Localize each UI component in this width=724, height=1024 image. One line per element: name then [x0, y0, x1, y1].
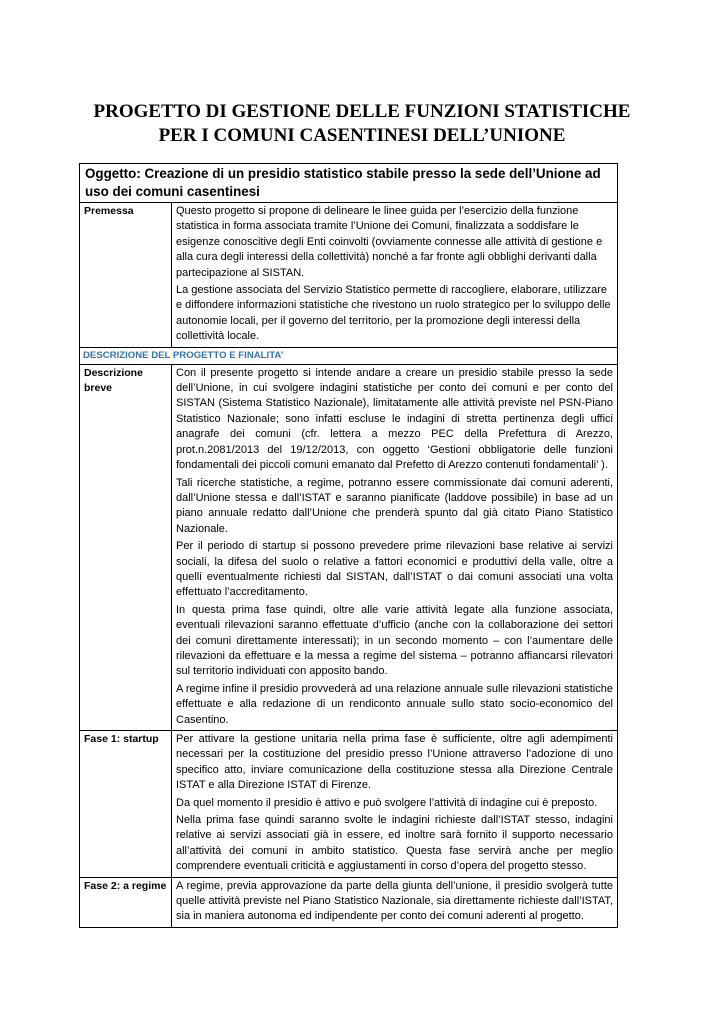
- fase2-paragraph: A regime, previa approvazione da parte della giunta dell’unione, il presidio svolgerà tutte quelle attività previste nel Piano Statistico Nazionale, sia direttamente richieste dall’ISTAT, sia in maniera autonoma ed indipendente per conto dei comuni aderenti al progetto.: [176, 879, 613, 923]
- fase1-paragraph: Per attivare la gestione unitaria nella prima fase è sufficiente, oltre agli adempimenti necessari per la costituzione del presidio presso l’Unione attraverso l’adozione di uno specifico atto, inviare comunicazione della costituzione stessa alla Direzione Centrale ISTAT e alla Direzione ISTAT di Firenze.: [176, 733, 613, 792]
- premessa-paragraph: Questo progetto si propone di delineare le linee guida per l’esercizio della funzione statistica in forma associata tramite l’Unione dei Comuni, finalizzata a soddisfare le esigenze conoscitive degli Enti coinvolti (ovviamente connesse alle attività di gestione e alla cura degli interessi della collettività) nonché a far fronte agli obblighi derivanti dalla partecipazione al SISTAN.: [176, 205, 603, 279]
- descrizione-paragraph: Per il periodo di startup si possono prevedere prime rilevazioni base relative ai servizi sociali, la difesa del suolo o relative a fattori economici e produttivi della valle, oltre a quelli eventualmente richiesti dal SISTAN, dall’ISTAT o dai comuni associati una volta effettuato l’accreditamento.: [176, 540, 613, 599]
- descrizione-paragraph: Tali ricerche statistiche, a regime, potranno essere commissionate dai comuni aderenti, dall’Unione stessa e dall’ISTAT e saranno pianificate (laddove possibile) in base ad un piano annuale redatto dall’Unione che prenderà spunto dal già citato Piano Statistico Nazionale.: [176, 476, 613, 535]
- fase1-label: Fase 1: startup: [80, 731, 172, 878]
- project-table: [79, 163, 618, 928]
- title-line-1: PROGETTO DI GESTIONE DELLE FUNZIONI STATISTICHE: [93, 101, 631, 122]
- descrizione-paragraph: Con il presente progetto si intende andare a creare un presidio stabile presso la sede dell’Unione, in cui svolgere indagini statistiche per conto dei comuni e per conto del SISTAN (Sistema Statistico Nazionale), limitatamente alle attività previste nel PSN-Piano Statistico Nazionale; sono infatti escluse le indagini di stretta pertinenza degli uffici anagrafe dei comuni (cfr. lettera a mezzo PEC della Prefettura di Arezzo, prot.n.2081/2013 del 19/12/2013, con oggetto ‘Gestioni obbligatorie delle funzioni fondamentali dei piccoli comuni emanato dal Prefetto di Arezzo contenuti fondamentali’ ).: [176, 366, 613, 472]
- fase1-row: [80, 731, 618, 878]
- fase2-label: Fase 2: a regime: [80, 877, 172, 927]
- fase1-paragraph: Da quel momento il presidio è attivo e può svolgere l’attività di indagine cui è preposto.: [176, 796, 598, 809]
- document-title: [60, 100, 664, 148]
- oggetto-cell: Oggetto: Creazione di un presidio statistico stabile presso la sede dell’Unione ad uso dei comuni casentinesi: [80, 164, 618, 203]
- descrizione-paragraph: In questa prima fase quindi, oltre alle varie attività legate alla funzione associata, eventuali rilevazioni saranno effettuate d’ufficio (anche con la collaborazione dei settori dei comuni direttamente interessati); in un secondo momento – con l’aumentare delle rilevazioni da effettuare e la messa a regime del sistema – potranno affiancarsi rilevatori sul territorio individuati con apposito bando.: [176, 603, 613, 678]
- descrizione-row: [80, 364, 618, 730]
- section-header: DESCRIZIONE DEL PROGETTO E FINALITA’: [80, 347, 618, 364]
- fase2-content: [172, 877, 618, 927]
- descrizione-content: [172, 364, 618, 730]
- descrizione-label: Descrizione breve: [80, 364, 172, 730]
- premessa-paragraph: La gestione associata del Servizio Statistico permette di raccogliere, elaborare, utilizzare e diffondere informazioni statistiche che rivestono un ruolo strategico per lo sviluppo delle autonomie locali, per il governo del territorio, per la promozione degli interessi della collettività locale.: [176, 284, 611, 343]
- premessa-content: [172, 203, 618, 348]
- fase1-paragraph: Nella prima fase quindi saranno svolte le indagini richieste dall’ISTAT stesso, indagini relative ai servizi associati già in essere, ed inoltre sarà fornito il supporto necessario all’attività dei comuni in ambito statistico. Questa fase servirà anche per meglio comprendere eventuali criticità e aggiustamenti in corso d’opera del progetto stesso.: [176, 814, 613, 873]
- title-line-2: PER I COMUNI CASENTINESI DELL’UNIONE: [158, 125, 566, 146]
- oggetto-row: [80, 164, 618, 203]
- premessa-row: [80, 203, 618, 348]
- premessa-label: Premessa: [80, 203, 172, 348]
- descrizione-paragraph: A regime infine il presidio provvederà ad una relazione annuale sulle rilevazioni statistiche effettuate e alla redazione di un rendiconto annuale sullo stato socio-economico del Casentino.: [176, 682, 613, 726]
- section-header-row: [80, 347, 618, 364]
- fase1-content: [172, 731, 618, 878]
- fase2-row: [80, 877, 618, 927]
